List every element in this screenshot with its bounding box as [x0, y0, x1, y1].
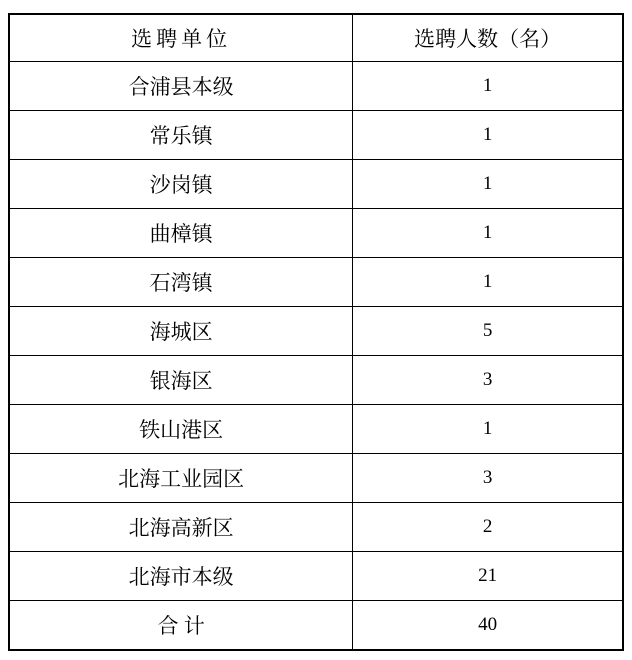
recruitment-quota-table — [8, 13, 624, 651]
table-row — [9, 356, 623, 405]
unit-cell: 铁山港区 — [9, 405, 353, 454]
table-row — [9, 405, 623, 454]
header-unit-column: 选聘单位 — [9, 14, 353, 62]
count-cell: 5 — [353, 307, 623, 356]
header-count-column: 选聘人数（名） — [353, 14, 623, 62]
unit-cell: 海城区 — [9, 307, 353, 356]
unit-cell: 常乐镇 — [9, 111, 353, 160]
unit-cell: 石湾镇 — [9, 258, 353, 307]
count-cell: 21 — [353, 552, 623, 601]
unit-cell: 沙岗镇 — [9, 160, 353, 209]
total-count-cell: 40 — [353, 601, 623, 651]
table-row — [9, 160, 623, 209]
unit-cell: 北海高新区 — [9, 503, 353, 552]
count-cell: 3 — [353, 356, 623, 405]
table-row — [9, 62, 623, 111]
count-cell: 1 — [353, 62, 623, 111]
table-header-row — [9, 14, 623, 62]
count-cell: 1 — [353, 160, 623, 209]
count-cell: 1 — [353, 258, 623, 307]
unit-cell: 北海市本级 — [9, 552, 353, 601]
count-cell: 1 — [353, 111, 623, 160]
unit-cell: 北海工业园区 — [9, 454, 353, 503]
total-label-cell: 合 计 — [9, 601, 353, 651]
count-cell: 2 — [353, 503, 623, 552]
count-cell: 1 — [353, 209, 623, 258]
table-row — [9, 307, 623, 356]
table-row — [9, 209, 623, 258]
table-row — [9, 454, 623, 503]
table-row — [9, 552, 623, 601]
table-row — [9, 503, 623, 552]
table-total-row — [9, 601, 623, 651]
table-row — [9, 111, 623, 160]
table-row — [9, 258, 623, 307]
unit-cell: 银海区 — [9, 356, 353, 405]
count-cell: 1 — [353, 405, 623, 454]
count-cell: 3 — [353, 454, 623, 503]
unit-cell: 曲樟镇 — [9, 209, 353, 258]
unit-cell: 合浦县本级 — [9, 62, 353, 111]
